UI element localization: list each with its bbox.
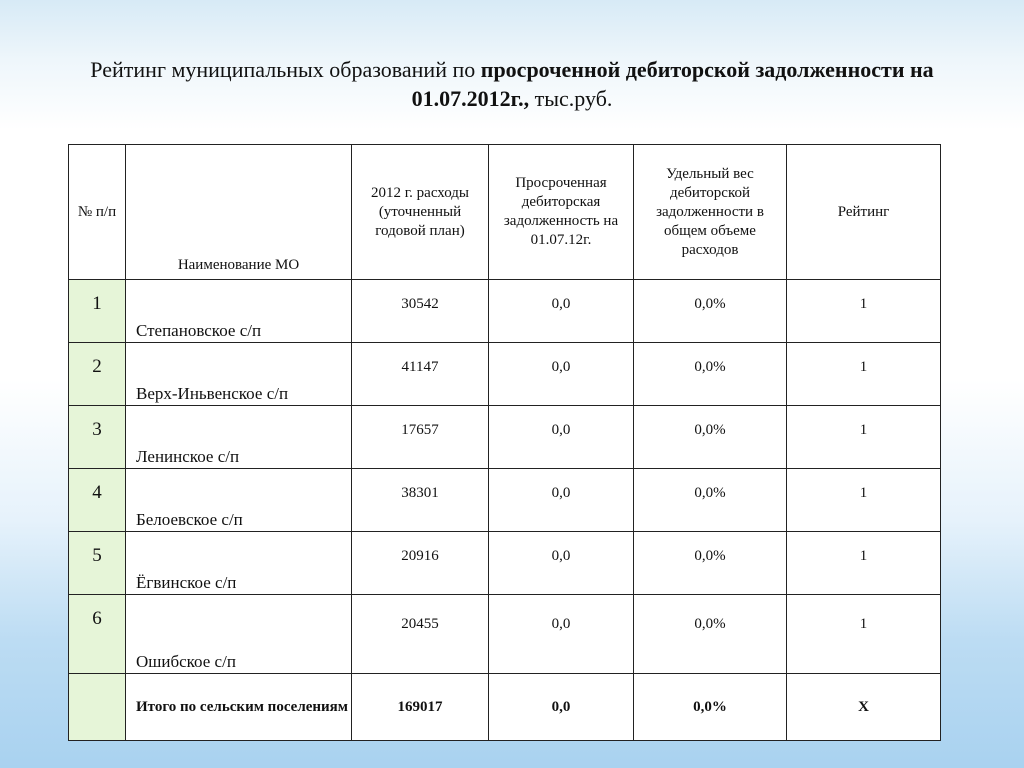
- row-overdue: 0,0: [489, 406, 634, 469]
- total-overdue: 0,0: [489, 674, 634, 741]
- row-num: 2: [69, 343, 126, 406]
- row-expenses: 38301: [352, 469, 489, 532]
- row-num: 4: [69, 469, 126, 532]
- table-row: [69, 406, 941, 469]
- row-overdue: 0,0: [489, 595, 634, 674]
- row-overdue: 0,0: [489, 469, 634, 532]
- row-num: 3: [69, 406, 126, 469]
- row-expenses: 41147: [352, 343, 489, 406]
- rating-table: [68, 144, 941, 741]
- row-rating: 1: [787, 280, 941, 343]
- row-name: Ошибское с/п: [126, 595, 352, 674]
- header-overdue: Просроченная дебиторская задолженность на 01.07.12г.: [489, 145, 634, 280]
- total-share: 0,0%: [634, 674, 787, 741]
- total-num: [69, 674, 126, 741]
- row-rating: 1: [787, 532, 941, 595]
- table-row: [69, 280, 941, 343]
- row-name: Белоевское с/п: [126, 469, 352, 532]
- row-name: Верх-Иньвенское с/п: [126, 343, 352, 406]
- row-share: 0,0%: [634, 406, 787, 469]
- total-name: Итого по сельским поселениям: [126, 674, 352, 741]
- row-overdue: 0,0: [489, 532, 634, 595]
- row-num: 1: [69, 280, 126, 343]
- title-part-2: тыс.руб.: [529, 86, 613, 111]
- row-expenses: 17657: [352, 406, 489, 469]
- row-rating: 1: [787, 469, 941, 532]
- row-name: Степановское с/п: [126, 280, 352, 343]
- row-expenses: 20455: [352, 595, 489, 674]
- total-rating: Х: [787, 674, 941, 741]
- title-bold-2: 01.07.2012г.,: [411, 86, 530, 111]
- row-overdue: 0,0: [489, 280, 634, 343]
- row-expenses: 30542: [352, 280, 489, 343]
- slide-title: [0, 55, 1024, 113]
- row-share: 0,0%: [634, 280, 787, 343]
- table-row: [69, 595, 941, 674]
- row-share: 0,0%: [634, 343, 787, 406]
- row-name: Ленинское с/п: [126, 406, 352, 469]
- table-row: [69, 469, 941, 532]
- header-num: № п/п: [69, 145, 126, 280]
- row-share: 0,0%: [634, 532, 787, 595]
- row-share: 0,0%: [634, 469, 787, 532]
- title-bold-1: просроченной дебиторской задолженности на: [480, 57, 934, 82]
- row-overdue: 0,0: [489, 343, 634, 406]
- row-rating: 1: [787, 343, 941, 406]
- table-header-row: [69, 145, 941, 280]
- table-row: [69, 343, 941, 406]
- header-rating: Рейтинг: [787, 145, 941, 280]
- total-row: [69, 674, 941, 741]
- total-expenses: 169017: [352, 674, 489, 741]
- header-share: Удельный вес дебиторской задолженности в общем объеме расходов: [634, 145, 787, 280]
- row-rating: 1: [787, 595, 941, 674]
- row-rating: 1: [787, 406, 941, 469]
- table-row: [69, 532, 941, 595]
- row-name: Ёгвинское с/п: [126, 532, 352, 595]
- row-num: 6: [69, 595, 126, 674]
- title-part-1: Рейтинг муниципальных образований по: [90, 57, 481, 82]
- row-share: 0,0%: [634, 595, 787, 674]
- row-num: 5: [69, 532, 126, 595]
- row-expenses: 20916: [352, 532, 489, 595]
- header-name: Наименование МО: [126, 145, 352, 280]
- header-expenses: 2012 г. расходы (уточненный годовой план): [352, 145, 489, 280]
